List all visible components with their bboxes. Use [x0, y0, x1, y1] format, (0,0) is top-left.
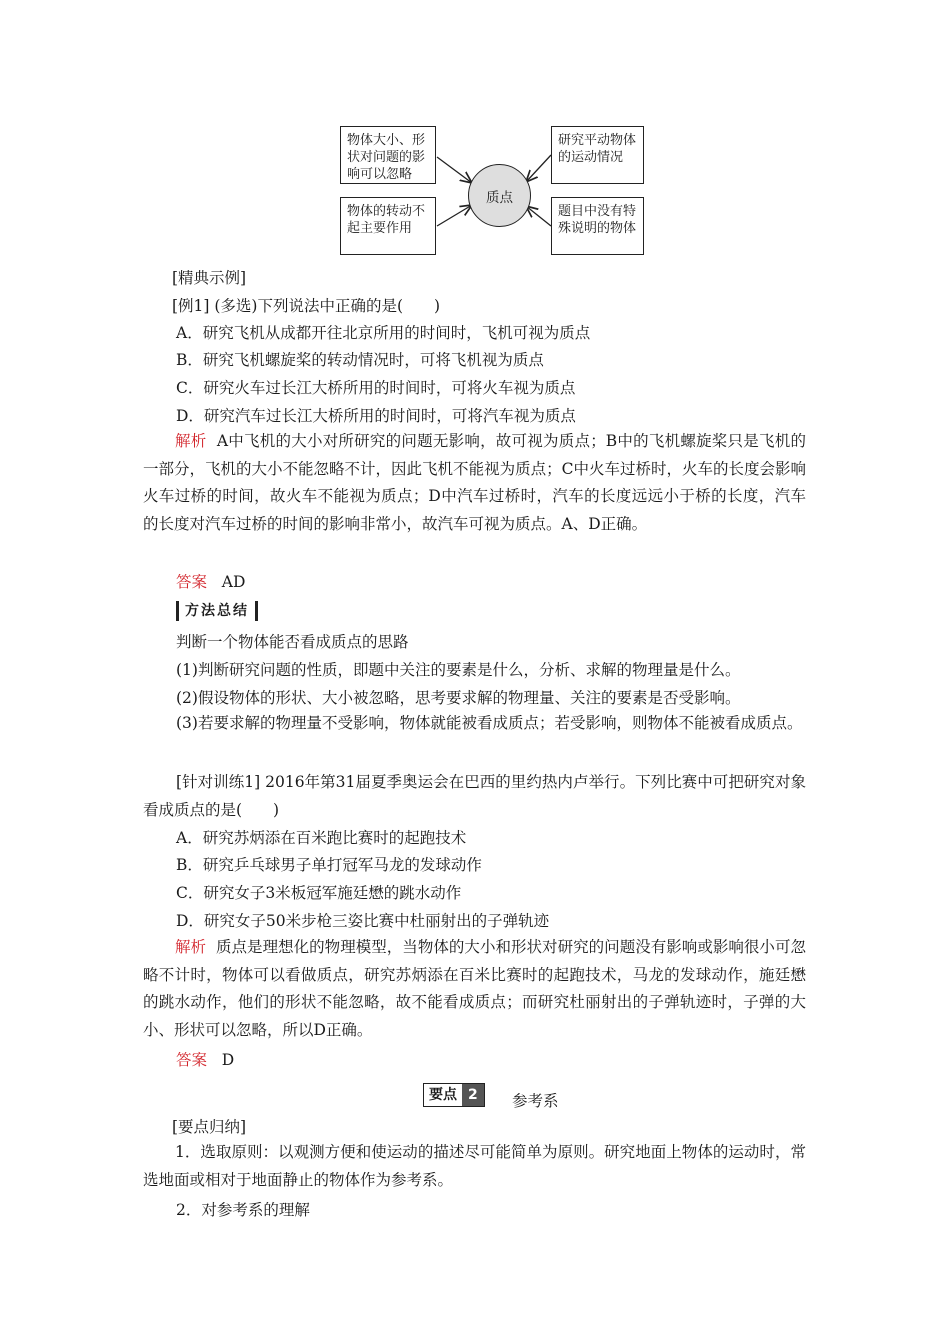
- diagram-box-no-special-note: 题目中没有特殊说明的物体: [551, 197, 644, 255]
- training1-option-a: A．研究苏炳添在百米跑比赛时的起跑技术: [176, 829, 467, 847]
- training1-option-b: B．研究乒乓球男子单打冠军马龙的发球动作: [176, 856, 482, 874]
- example1-option-d: D．研究汽车过长江大桥所用的时间时，可将汽车视为质点: [176, 407, 576, 425]
- method-step-1: (1)判断研究问题的性质，即题中关注的要素是什么，分析、求解的物理量是什么。: [176, 661, 741, 679]
- answer-label: 答案: [176, 573, 208, 591]
- answer-label: 答案: [176, 1051, 208, 1069]
- training1-stem: [针对训练1] 2016年第31届夏季奥运会在巴西的里约热内卢举行。下列比赛中可把研究对象看成质点的是( ): [143, 773, 806, 819]
- training1-option-d: D．研究女子50米步枪三姿比赛中杜丽射出的子弹轨迹: [176, 912, 550, 930]
- analysis-label: 解析: [175, 432, 207, 450]
- keypoint-number: 2: [462, 1084, 484, 1106]
- summary-heading: [要点归纳]: [172, 1118, 247, 1136]
- example1-option-c: C．研究火车过长江大桥所用的时间时，可将火车视为质点: [176, 379, 576, 397]
- answer-value: D: [221, 1051, 235, 1069]
- method-step-2: (2)假设物体的形状、大小被忽略，思考要求解的物理量、关注的要素是否受影响。: [176, 689, 741, 707]
- method-summary-tag: 方法总结: [176, 601, 258, 621]
- answer-value: AD: [221, 573, 246, 591]
- example1-option-b: B．研究飞机螺旋桨的转动情况时，可将飞机视为质点: [176, 351, 544, 369]
- diagram-box-size-negligible: 物体大小、形状对问题的影响可以忽略: [340, 126, 436, 184]
- analysis-text: 质点是理想化的物理模型，当物体的大小和形状对研究的问题没有影响或影响很小可忽略不计时，物体可以看做质点，研究苏炳添在百米比赛时的起跑技术，马龙的发球动作，施廷懋的跳水动作，他们的形状不能忽略，故不能看成质点；而研究杜丽射出的子弹轨迹时，子弹的大小、形状可以忽略，所以D正确。: [143, 938, 806, 1039]
- diagram-center-particle: 质点: [468, 164, 531, 227]
- keypoint-label: 要点: [429, 1087, 457, 1103]
- summary-item-1: 1．选取原则：以观测方便和使运动的描述尽可能简单为原则。研究地面上物体的运动时，常选地面或相对于地面静止的物体作为参考系。: [143, 1143, 806, 1189]
- example-heading: [精典示例]: [172, 269, 247, 287]
- training1-analysis: [143, 934, 806, 1044]
- example1-option-a: A．研究飞机从成都开往北京所用的时间时，飞机可视为质点: [176, 324, 591, 342]
- analysis-text: A中飞机的大小对所研究的问题无影响，故可视为质点；B中的飞机螺旋桨只是飞机的一部分，飞机的大小不能忽略不计，因此飞机不能视为质点；C中火车过桥时，火车的长度会影响火车过桥的时间，故火车不能视为质点；D中汽车过桥时，汽车的长度远远小于桥的长度，汽车的长度对汽车过桥的时间的影响非常小，故汽车可视为质点。A、D正确。: [143, 432, 806, 533]
- keypoint-badge: [423, 1083, 485, 1107]
- method-intro: 判断一个物体能否看成质点的思路: [176, 633, 409, 651]
- diagram-arrows: [0, 0, 950, 280]
- diagram-box-rotation-minor: 物体的转动不起主要作用: [340, 197, 436, 255]
- diagram-box-translation: 研究平动物体的运动情况: [551, 126, 644, 184]
- example1-analysis: [143, 428, 806, 538]
- training1-answer: [176, 1050, 234, 1070]
- analysis-label: 解析: [175, 938, 207, 956]
- method-step-3: (3)若要求解的物理量不受影响，物体就能被看成质点；若受影响，则物体不能被看成质点。: [176, 714, 803, 732]
- keypoint-title: 参考系: [512, 1092, 559, 1110]
- summary-item-2: 2．对参考系的理解: [176, 1201, 310, 1219]
- example1-answer: [176, 572, 245, 592]
- example1-stem: [例1] (多选)下列说法中正确的是( ): [172, 297, 441, 315]
- training1-option-c: C．研究女子3米板冠军施廷懋的跳水动作: [176, 884, 462, 902]
